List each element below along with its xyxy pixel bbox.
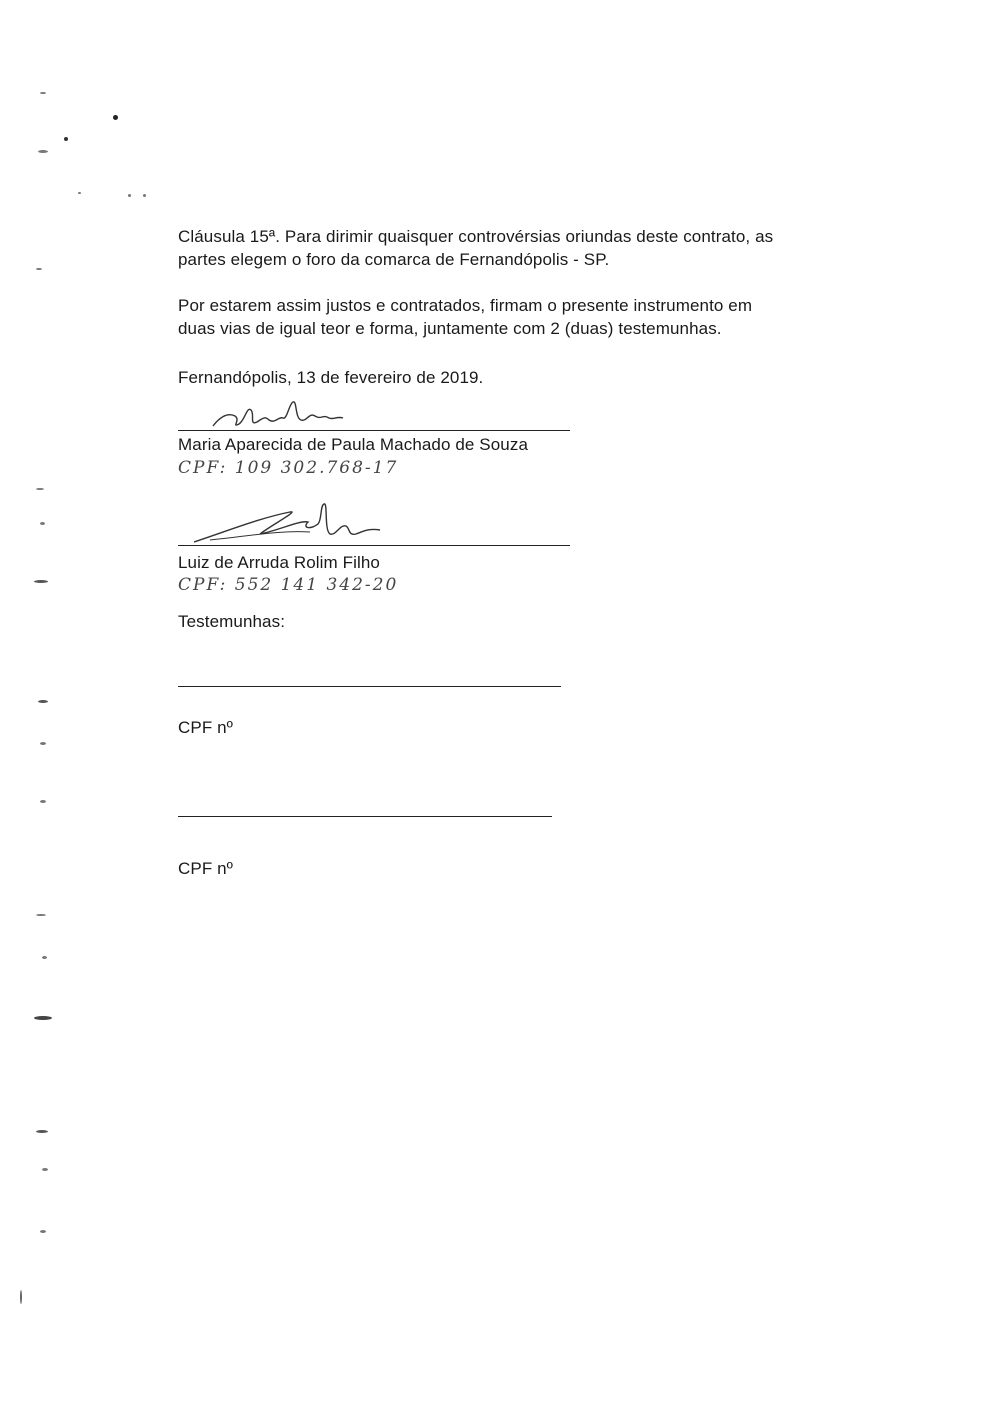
scan-speck xyxy=(34,580,48,583)
signatory-2-name: Luiz de Arruda Rolim Filho xyxy=(178,553,380,572)
scan-speck xyxy=(40,92,46,94)
scan-speck xyxy=(36,268,42,270)
signature-2-scribble xyxy=(190,500,390,548)
closing-line-1: Por estarem assim justos e contratados, firmam o presente instrumento em xyxy=(178,296,753,315)
witnesses-heading: Testemunhas: xyxy=(178,612,286,631)
scan-speck xyxy=(40,742,46,745)
scan-speck xyxy=(40,522,45,525)
clause-15-line-1: Cláusula 15ª. Para dirimir quaisquer controvérsias oriundas deste contrato, as xyxy=(178,227,774,246)
scan-speck xyxy=(64,137,68,141)
closing-line-2: duas vias de igual teor e forma, juntamente com 2 (duas) testemunhas. xyxy=(178,319,722,338)
scan-speck xyxy=(143,194,146,197)
scan-speck xyxy=(34,1016,52,1020)
scan-speck xyxy=(38,700,48,703)
scan-speck xyxy=(40,1230,46,1233)
scan-speck xyxy=(36,914,46,916)
signatory-1-cpf: CPF: 109 302.768-17 xyxy=(178,458,399,478)
signature-line-1 xyxy=(178,430,570,431)
scan-speck xyxy=(78,192,81,194)
scan-speck xyxy=(20,1290,22,1304)
scan-speck xyxy=(40,800,46,803)
scan-speck xyxy=(42,1168,48,1171)
scan-speck xyxy=(128,194,131,197)
witness-1-signature-line xyxy=(178,686,561,687)
signature-1-scribble xyxy=(205,398,355,434)
signatory-2-cpf: CPF: 552 141 342-20 xyxy=(178,575,399,595)
signatory-1-name: Maria Aparecida de Paula Machado de Souza xyxy=(178,435,528,454)
scan-speck xyxy=(36,488,44,490)
witness-2-cpf-label: CPF nº xyxy=(178,859,233,878)
scan-speck xyxy=(36,1130,48,1133)
place-date: Fernandópolis, 13 de fevereiro de 2019. xyxy=(178,368,484,387)
witness-1-cpf-label: CPF nº xyxy=(178,718,233,737)
scan-speck xyxy=(113,115,118,120)
clause-15-line-2: partes elegem o foro da comarca de Fernandópolis - SP. xyxy=(178,250,610,269)
scan-speck xyxy=(42,956,47,959)
witness-2-signature-line xyxy=(178,816,552,817)
scan-speck xyxy=(38,150,48,153)
signature-line-2 xyxy=(178,545,570,546)
